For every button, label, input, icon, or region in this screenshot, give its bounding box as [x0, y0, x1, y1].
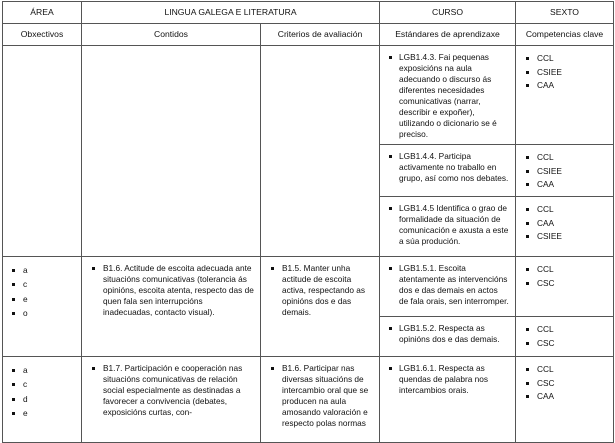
- table-row: [3, 357, 614, 443]
- competencies-cell: [516, 46, 614, 145]
- header-row: [3, 2, 614, 24]
- standard-cell: [380, 357, 516, 443]
- competency-item: CSIEE: [522, 66, 607, 80]
- standard-text: LGB1.5.2. Respecta as opinións dos e das demais.: [386, 323, 509, 345]
- standard-cell: [380, 257, 516, 317]
- objective-item: a: [9, 263, 75, 277]
- contents-cell-empty: [82, 46, 261, 257]
- competency-item: CCL: [522, 263, 607, 277]
- standard-text: LGB1.4.5 Identifica o grao de formalidade da situación de comunicación e axusta a este a súa produción.: [386, 203, 509, 247]
- objective-item: e: [9, 292, 75, 306]
- standard-text: LGB1.6.1. Respecta as quendas de palabra nos intercambios orais.: [386, 363, 509, 396]
- course-label: CURSO: [380, 2, 516, 24]
- standard-text: LGB1.5.1. Escoita atentamente as intervencións dos e das demais en actos de fala orais, sen interromper.: [386, 263, 509, 307]
- criterion-text: B1.5. Manter unha actitude de escoita activa, respectando as opinións dos e das demais.: [267, 263, 373, 318]
- competency-item: CAA: [522, 217, 607, 231]
- content-text: B1.6. Actitude de escoita adecuada ante situacións comunicativas (tolerancia ás opinións, escoita atenta, respecto das de quen fala sen interrupcións inadecuadas, contacto visual).: [88, 263, 254, 318]
- grade-label: SEXTO: [516, 2, 614, 24]
- standard-cell: [380, 317, 516, 357]
- competencies-cell: [516, 197, 614, 257]
- standard-text: LGB1.4.4. Participa activamente no traballo en grupo, así como nos debates.: [386, 151, 509, 184]
- col-standards: Estándares de aprendizaxe: [380, 24, 516, 46]
- area-label: ÁREA: [3, 2, 82, 24]
- competency-item: CSIEE: [522, 165, 607, 179]
- col-contents: Contidos: [82, 24, 261, 46]
- standard-cell: [380, 46, 516, 145]
- standard-cell: [380, 145, 516, 197]
- competencies-cell: [516, 357, 614, 443]
- standard-cell: [380, 197, 516, 257]
- objective-item: a: [9, 363, 75, 377]
- col-competencies: Competencias clave: [516, 24, 614, 46]
- objectives-cell-empty: [3, 46, 82, 257]
- criterion-text: B1.6. Participar nas diversas situacións de intercambio oral que se producen na aula amosando valoración e respecto polas normas: [267, 363, 373, 429]
- table-row: [3, 46, 614, 145]
- criteria-cell: [261, 357, 380, 443]
- competency-item: CAA: [522, 178, 607, 192]
- contents-cell: [82, 257, 261, 357]
- competency-item: CSIEE: [522, 230, 607, 244]
- competency-item: CSC: [522, 377, 607, 391]
- subject-title: LINGUA GALEGA E LITERATURA: [82, 2, 380, 24]
- competencies-cell: [516, 145, 614, 197]
- standard-text: LGB1.4.3. Fai pequenas exposicións na aula adecuando o discurso ás diferentes necesidades comunicativas (narrar, describir e expoñer), utilizando o dicionario se é preciso.: [386, 52, 509, 140]
- competency-item: CCL: [522, 203, 607, 217]
- col-objectives: Obxectivos: [3, 24, 82, 46]
- competency-item: CSC: [522, 277, 607, 291]
- competencies-cell: [516, 257, 614, 317]
- objective-item: d: [9, 392, 75, 406]
- objective-item: c: [9, 277, 75, 291]
- content-text: B1.7. Participación e cooperación nas situacións comunicativas de relación social especialmente as destinadas a favorecer a convivencia (debates, exposicións curtas, con-: [88, 363, 254, 418]
- objectives-cell: [3, 257, 82, 357]
- criteria-cell: [261, 257, 380, 357]
- competency-item: CCL: [522, 323, 607, 337]
- competency-item: CCL: [522, 363, 607, 377]
- col-criteria: Criterios de avaliación: [261, 24, 380, 46]
- competency-item: CCL: [522, 151, 607, 165]
- competency-item: CAA: [522, 390, 607, 404]
- competency-item: CSC: [522, 337, 607, 351]
- objective-item: o: [9, 306, 75, 320]
- table-row: [3, 257, 614, 317]
- criteria-cell-empty: [261, 46, 380, 257]
- competency-item: CCL: [522, 52, 607, 66]
- contents-cell: [82, 357, 261, 443]
- objectives-cell: [3, 357, 82, 443]
- objective-item: c: [9, 377, 75, 391]
- column-header-row: [3, 24, 614, 46]
- competencies-cell: [516, 317, 614, 357]
- objective-item: e: [9, 406, 75, 420]
- competency-item: CAA: [522, 79, 607, 93]
- curriculum-table: [2, 1, 614, 443]
